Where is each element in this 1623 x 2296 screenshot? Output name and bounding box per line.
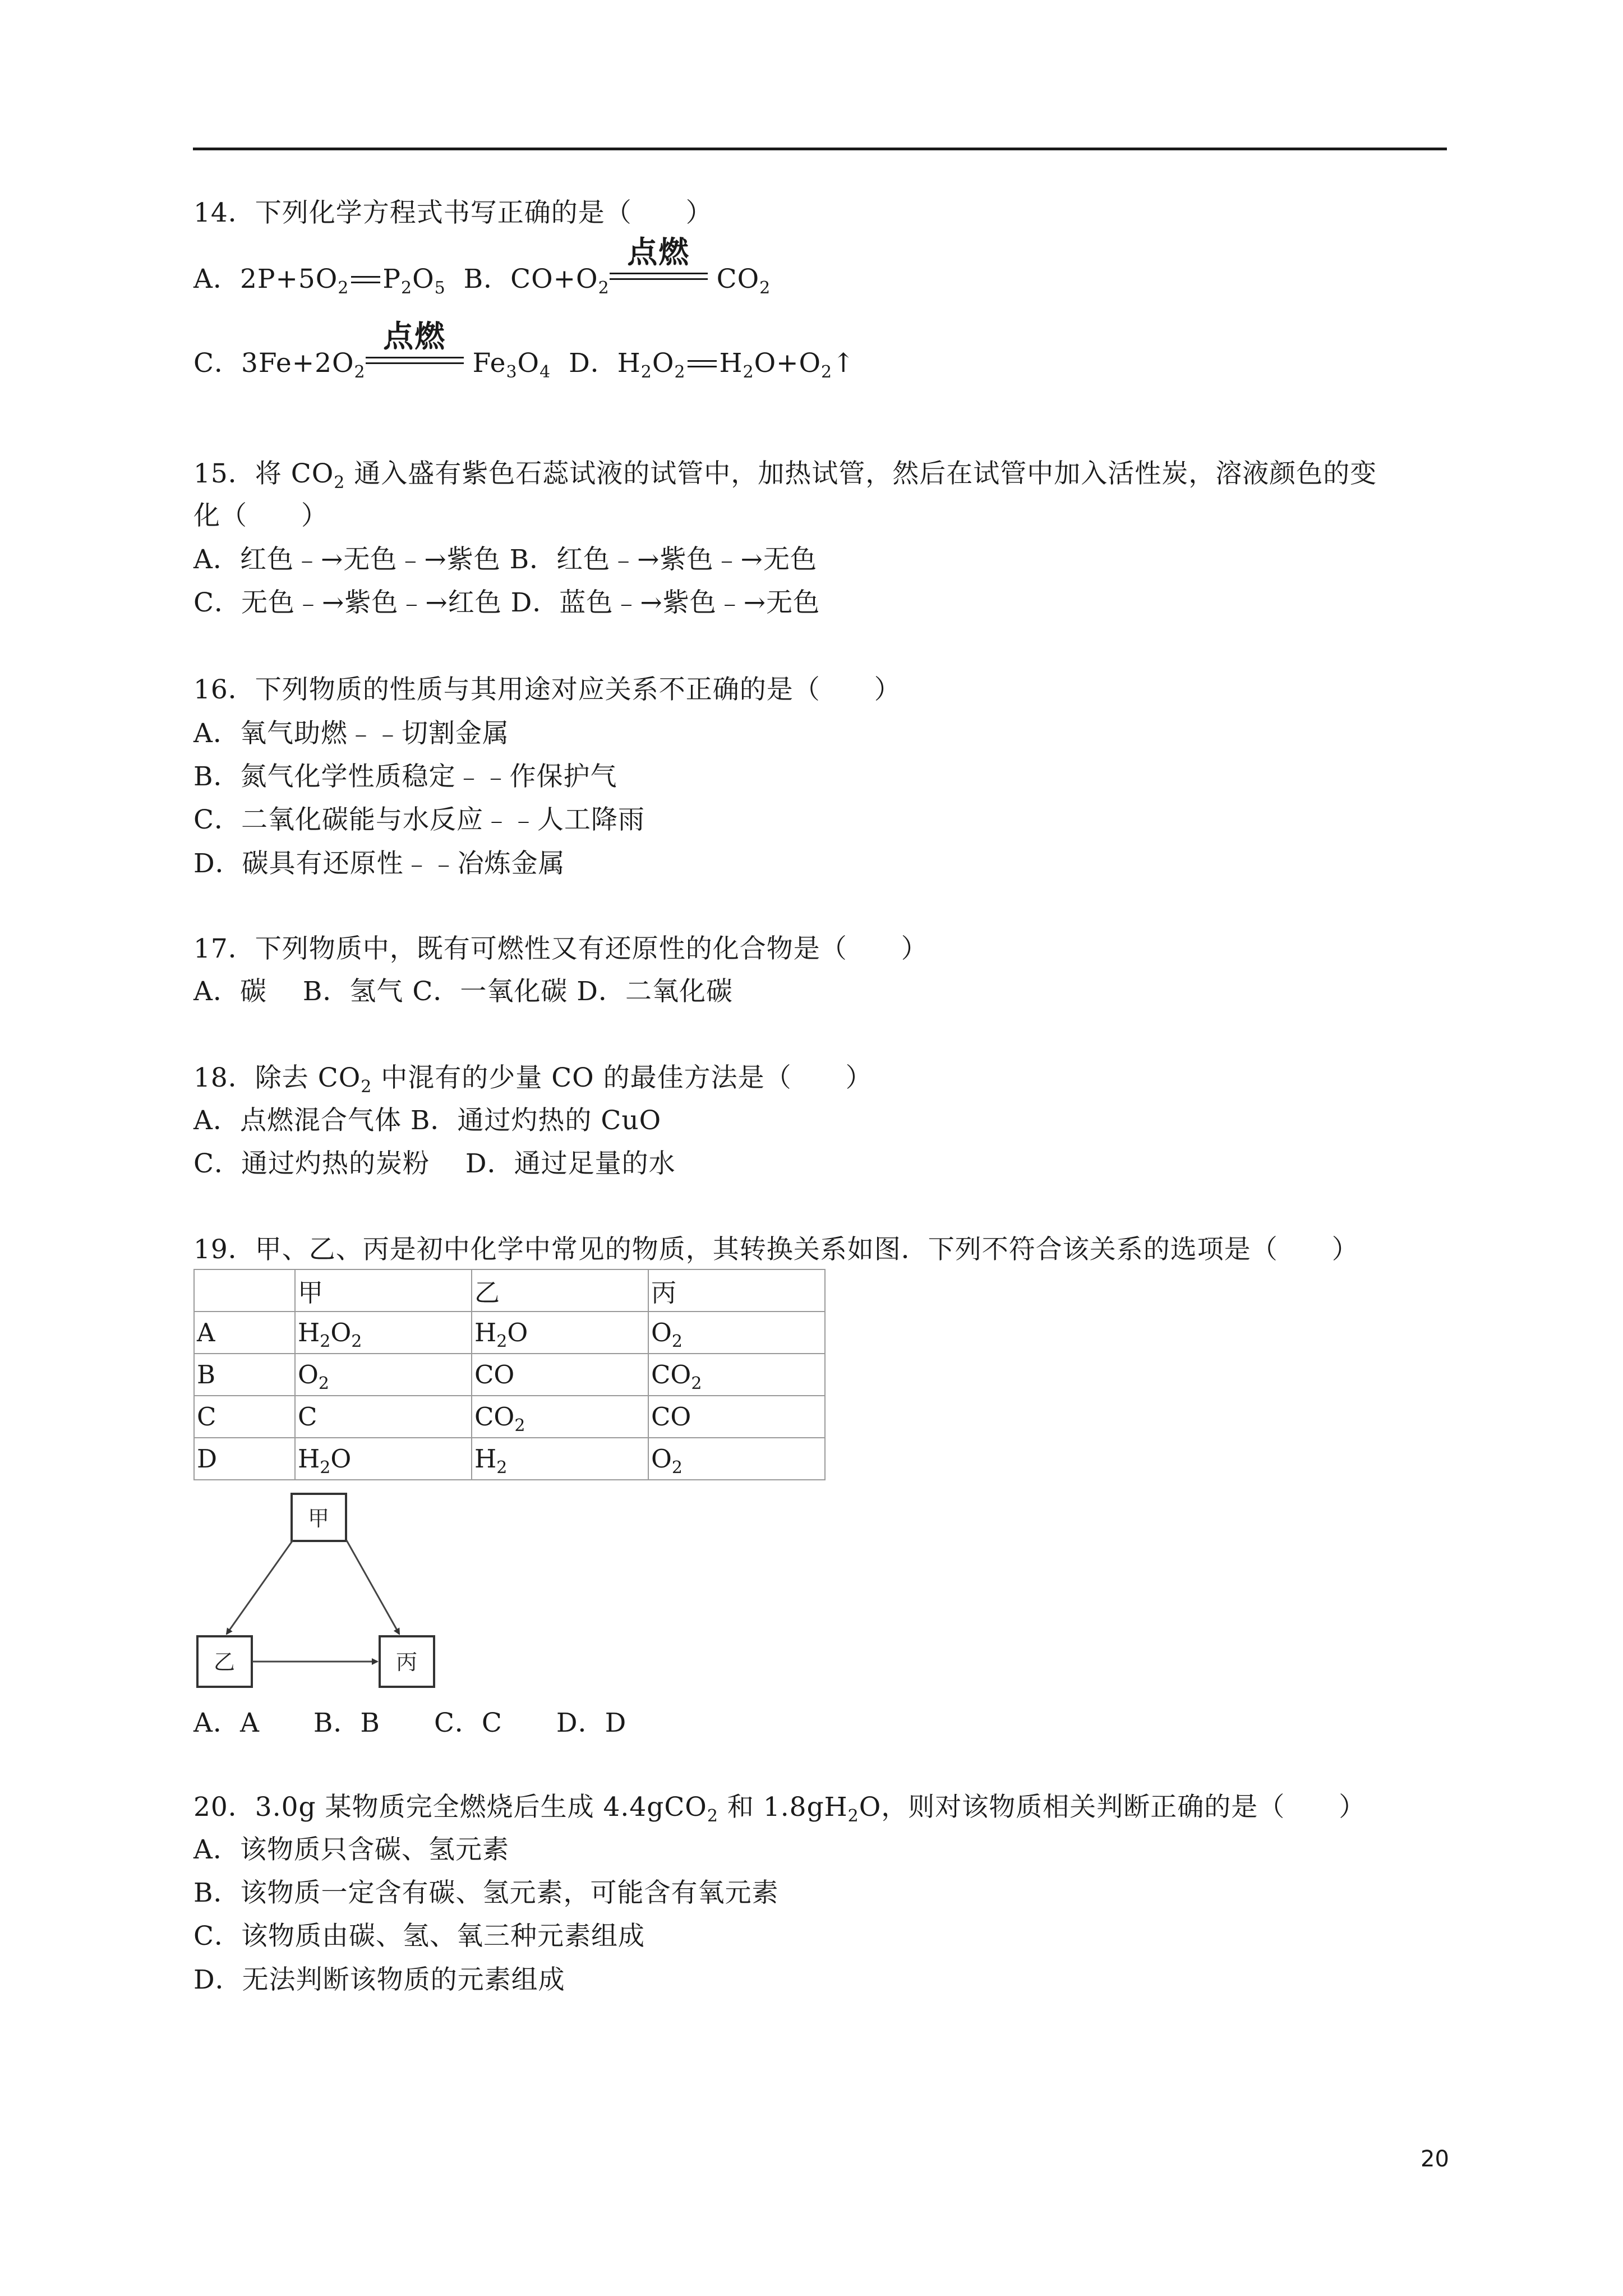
q15-stem: 15．将 $CO_2$ 通入盛有紫色石蕊试液的试管中，加热试管，然后在试管中加入活性炭，溶液颜色的变 bbox=[193, 458, 1377, 493]
q16-option-a: A．氧气助燃﹣﹣切割金属 bbox=[193, 718, 509, 749]
table-cell: 甲 bbox=[295, 1269, 472, 1312]
label-bing: 丙 bbox=[395, 1650, 418, 1674]
label-jia: 甲 bbox=[307, 1506, 330, 1531]
table-cell: $O_2$ bbox=[648, 1438, 825, 1480]
up-arrow-icon: ↑ bbox=[832, 348, 855, 379]
label-yi: 乙 bbox=[213, 1650, 236, 1674]
table-cell: 丙 bbox=[648, 1269, 825, 1312]
arrow-jia-to-yi bbox=[227, 1540, 293, 1634]
q14-options-cd: C．$3Fe+2O_2$ 点燃 $Fe_3O_4$ D．$H_2O_2$ $H_2O+O_2↑$ bbox=[193, 319, 855, 382]
q14-stem: 14．下列化学方程式书写正确的是（ ） bbox=[193, 197, 713, 228]
q20-option-c: C．该物质由碳、氢、氧三种元素组成 bbox=[193, 1921, 645, 1952]
table-cell: $CO_2$ bbox=[472, 1396, 648, 1438]
table-row bbox=[194, 1312, 825, 1354]
equals-sign-icon bbox=[349, 263, 382, 296]
table-cell: CO bbox=[472, 1354, 648, 1396]
q19-table bbox=[193, 1269, 826, 1480]
q20-option-d: D．无法判断该物质的元素组成 bbox=[193, 1964, 565, 1995]
table-row bbox=[194, 1354, 825, 1396]
q16-option-c: C．二氧化碳能与水反应﹣﹣人工降雨 bbox=[193, 804, 645, 835]
q19-options: A．A B．B C．C D．D bbox=[193, 1708, 627, 1738]
table-cell: C bbox=[194, 1396, 295, 1438]
table-cell bbox=[194, 1269, 295, 1312]
table-cell: D bbox=[194, 1438, 295, 1480]
q19-stem: 19．甲、乙、丙是初中化学中常见的物质，其转换关系如图．下列不符合该关系的选项是（ ） bbox=[193, 1234, 1359, 1265]
table-cell: A bbox=[194, 1312, 295, 1354]
table-header-row bbox=[194, 1269, 825, 1312]
q18-options-cd: C．通过灼热的炭粉 D．通过足量的水 bbox=[193, 1148, 676, 1179]
table-cell: $H_2O$ bbox=[472, 1312, 648, 1354]
table-cell: $O_2$ bbox=[648, 1312, 825, 1354]
q20-option-a: A．该物质只含碳、氢元素 bbox=[193, 1834, 509, 1865]
q16-stem: 16．下列物质的性质与其用途对应关系不正确的是（ ） bbox=[193, 674, 901, 705]
table-row bbox=[194, 1396, 825, 1438]
reaction-condition-arrow: 点燃 bbox=[610, 263, 708, 296]
q16-option-d: D．碳具有还原性﹣﹣冶炼金属 bbox=[193, 848, 565, 879]
table-cell: $H_2O_2$ bbox=[295, 1312, 472, 1354]
equals-sign-icon bbox=[685, 347, 719, 380]
q17-options: A．碳 B．氢气 C．一氧化碳 D．二氧化碳 bbox=[193, 976, 733, 1007]
table-cell: $O_2$ bbox=[295, 1354, 472, 1396]
conversion-diagram bbox=[191, 1492, 449, 1705]
page-number: 20 bbox=[1421, 2146, 1449, 2172]
q18-options-ab: A．点燃混合气体 B．通过灼热的 CuO bbox=[193, 1105, 662, 1136]
q15-options-ab: A．红色﹣→无色﹣→紫色 B．红色﹣→紫色﹣→无色 bbox=[193, 544, 817, 575]
table-cell: CO bbox=[648, 1396, 825, 1438]
q20-option-b: B．该物质一定含有碳、氢元素，可能含有氧元素 bbox=[193, 1878, 779, 1908]
q15-options-cd: C．无色﹣→紫色﹣→红色 D．蓝色﹣→紫色﹣→无色 bbox=[193, 587, 820, 618]
q15-stem-cont: 化（ ） bbox=[193, 500, 328, 531]
table-cell: $H_2O$ bbox=[295, 1438, 472, 1480]
reaction-condition-arrow: 点燃 bbox=[366, 347, 464, 380]
q20-stem: 20．3.0g 某物质完全燃烧后生成 4.4gCO$_2$ 和 $1.8gH_2O$，则对该物质相关判断正确的是（ ） bbox=[193, 1792, 1366, 1826]
header-rule bbox=[193, 148, 1447, 150]
table-row bbox=[194, 1438, 825, 1480]
q14-options-ab: A．$2P+5O_2$ $P_2O_5$ B．$CO+O_2$ 点燃 $CO_2$ bbox=[193, 234, 771, 298]
q17-stem: 17．下列物质中，既有可燃性又有还原性的化合物是（ ） bbox=[193, 933, 928, 964]
table-cell: C bbox=[295, 1396, 472, 1438]
q16-option-b: B．氮气化学性质稳定﹣﹣作保护气 bbox=[193, 761, 617, 792]
q18-stem: 18．除去 $CO_2$ 中混有的少量 CO 的最佳方法是（ ） bbox=[193, 1062, 873, 1097]
table-cell: $CO_2$ bbox=[648, 1354, 825, 1396]
arrow-jia-to-bing bbox=[347, 1540, 399, 1634]
table-cell: $H_2$ bbox=[472, 1438, 648, 1480]
table-cell: 乙 bbox=[472, 1269, 648, 1312]
table-cell: B bbox=[194, 1354, 295, 1396]
